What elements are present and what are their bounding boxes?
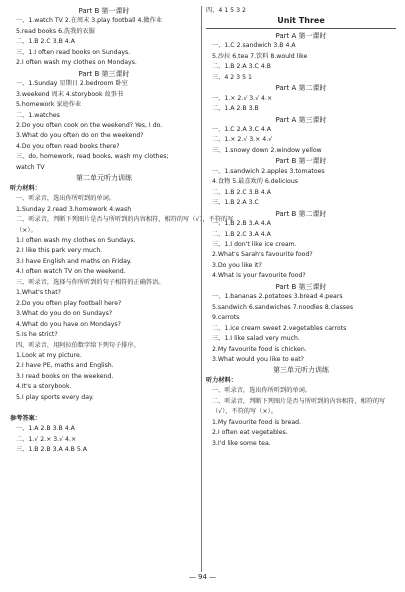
answer-line: 二、1.B 2.C 3.A 4.A [212, 230, 271, 238]
unit-rule [206, 28, 396, 29]
answer-line: 2.My favourite food is chicken. [212, 345, 307, 353]
unit-title: Unit Three [277, 16, 325, 26]
answer-line: 四、听录音，用阿拉伯数字给下列句子排序。 [16, 341, 140, 349]
section-heading: Part B 第三课时 [275, 282, 327, 291]
answer-line: 3.I have English and maths on Friday. [16, 257, 132, 265]
answer-line: 4.What do you have on Mondays? [16, 320, 121, 328]
answer-line: 2.What's Sarah's favourite food? [212, 251, 313, 259]
answer-line: 1.My favourite food is bread. [212, 418, 302, 426]
answer-line: 9.carrots [212, 314, 240, 322]
answer-line: 5.Is he strict? [16, 331, 58, 339]
answer-line: 一、1.A 2.B 3.B 4.A [16, 425, 75, 433]
answer-line: 1.Sunday 2.read 3.homework 4.wash [16, 205, 132, 213]
answer-line: 三、do, homework, read books, wash my clothes; [16, 153, 169, 161]
answer-line: 听力材料： [206, 376, 237, 384]
answer-line: 二、听录音，判断下列图片是否与所听到的内容相符，相符的写（√），不符的写 [16, 216, 234, 224]
answer-line: 二、1.B 2.C 3.B 4.A [212, 188, 271, 196]
answer-line: watch TV [16, 163, 45, 171]
answer-line: 听力材料： [10, 184, 41, 192]
answer-line: 四、4 1 5 3 2 [206, 7, 246, 14]
section-heading: Part B 第二课时 [275, 209, 327, 218]
answer-line: 一、1.sandwich 2.apples 3.tomatoes [212, 167, 325, 175]
answer-line: 5.homework 家庭作业 [16, 101, 82, 109]
answer-line: 2.I have PE, maths and English. [16, 362, 114, 370]
answer-line: 4.What is your favourite food? [212, 272, 306, 280]
answer-line: 1.I often wash my clothes on Sundays. [16, 236, 136, 244]
section-heading: Part B 第一课时 [78, 7, 130, 15]
answer-line: 二、1.ice cream sweet 2.vegetables carrots [212, 324, 347, 332]
answer-line: （√），不符的写（×）。 [212, 408, 277, 416]
answer-line: 二、1.√ 2.× 3.√ 4.× [16, 435, 77, 443]
answer-line: 一、1.C 2.A 3.C 4.A [212, 125, 271, 133]
answer-line: 3.What would you like to eat? [212, 355, 304, 363]
answer-line: 2.I like this park very much. [16, 247, 103, 255]
answer-line: 3.What do you do on Sundays? [16, 310, 113, 318]
answer-line: 三、1.B 2.B 3.A 4.B 5.A [16, 446, 87, 454]
answer-line: 二、1.watches [16, 111, 60, 119]
page-number: — 94 — [188, 573, 217, 581]
answer-line: 5.沙拉 6.tea 7.饮料 8.would like [212, 52, 308, 60]
answer-line: 三、1.I like salad very much. [212, 335, 300, 343]
answer-line: 5.sandwich 6.sandwiches 7.noodles 8.classes [212, 303, 354, 311]
answer-line: 5.read books 6.洗我的衣服 [16, 27, 95, 35]
answer-line: 一、1.C 2.sandwich 3.B 4.A [212, 42, 296, 50]
answer-line: 4.Do you often read books there? [16, 142, 120, 150]
answer-line: 三、1.I often read books on Sundays. [16, 48, 131, 56]
answer-line [10, 403, 198, 413]
answer-line: 一、1.watch TV 2.在周末 3.play football 4.做作业 [16, 17, 162, 25]
answer-line: 一、听录音，选出你所听到的单词。 [16, 195, 115, 203]
answer-line: 三、1.I don't like ice cream. [212, 240, 297, 248]
answer-line: （×）。 [16, 226, 37, 234]
answer-line: 2.Do you often cook on the weekend? Yes, I do. [16, 121, 163, 129]
answer-line: 4.食物 5.最喜欢的 6.delicious [212, 178, 298, 186]
answer-line: 三、听录音，选择与你所听到的句子相符的正确答语。 [16, 278, 165, 286]
answer-line: 1.What's that? [16, 289, 61, 297]
section-heading: 第三单元听力训练 [273, 366, 329, 375]
answer-line: 三、4 2 3 5 1 [212, 73, 252, 81]
answer-line: 一、1.Sunday 星期日 2.bedroom 卧室 [16, 80, 128, 88]
section-heading: Part A 第一课时 [275, 31, 327, 40]
right-column [206, 6, 396, 449]
answer-line: 三、1.B 2.A 3.C [212, 199, 259, 207]
answer-line: 三、1.snowy down 2.window yellow [212, 146, 322, 154]
answer-line: 3.Do you like it? [212, 261, 262, 269]
answer-line: 3.What do you often do on the weekend? [16, 132, 144, 140]
answer-line: 参考答案： [10, 414, 41, 422]
section-heading: Part A 第三课时 [275, 115, 327, 124]
answer-line: 一、1.bananas 2.potatoes 3.bread 4.pears [212, 293, 343, 301]
answer-line: 一、听录音，选出你所听到的单词。 [212, 387, 311, 395]
column-divider [201, 6, 202, 572]
answer-line: 5.I play sports every day. [16, 393, 94, 401]
answer-line: 2.I often wash my clothes on Mondays. [16, 59, 137, 67]
section-heading: Part B 第一课时 [275, 157, 327, 166]
answer-line: 3.I read books on the weekend. [16, 372, 114, 380]
answer-line: 1.Look at my picture. [16, 351, 82, 359]
answer-line: 4.I often watch TV on the weekend. [16, 268, 126, 276]
answer-line: 3.I'd like some tea. [212, 439, 271, 447]
section-heading: 第二单元听力训练 [76, 174, 132, 183]
section-heading: Part A 第二课时 [275, 84, 327, 93]
answer-line: 2.I often eat vegetables. [212, 429, 288, 437]
answer-line: 3.weekend 周末 4.storybook 故事书 [16, 90, 124, 98]
section-heading: Part B 第三课时 [78, 69, 130, 78]
answer-line: 二、1.A 2.B 3.B [212, 105, 259, 113]
answer-line: 一、1.× 2.√ 3.√ 4.× [212, 94, 273, 102]
answer-line: 二、1.× 2.√ 3.× 4.√ [212, 136, 273, 144]
answer-line: 二、听录音，判断下列图片是否与所听到的内容相符，相符的写 [212, 397, 386, 405]
answer-line: 二、1.B 2.A 3.C 4.B [212, 63, 271, 71]
answer-line: 4.It's a storybook. [16, 383, 72, 391]
answer-line: 二、1.B 2.C 3.B 4.A [16, 38, 75, 46]
answer-line: 2.Do you often play football here? [16, 299, 122, 307]
answer-line: 一、1.B 2.B 3.A 4.A [212, 220, 271, 228]
